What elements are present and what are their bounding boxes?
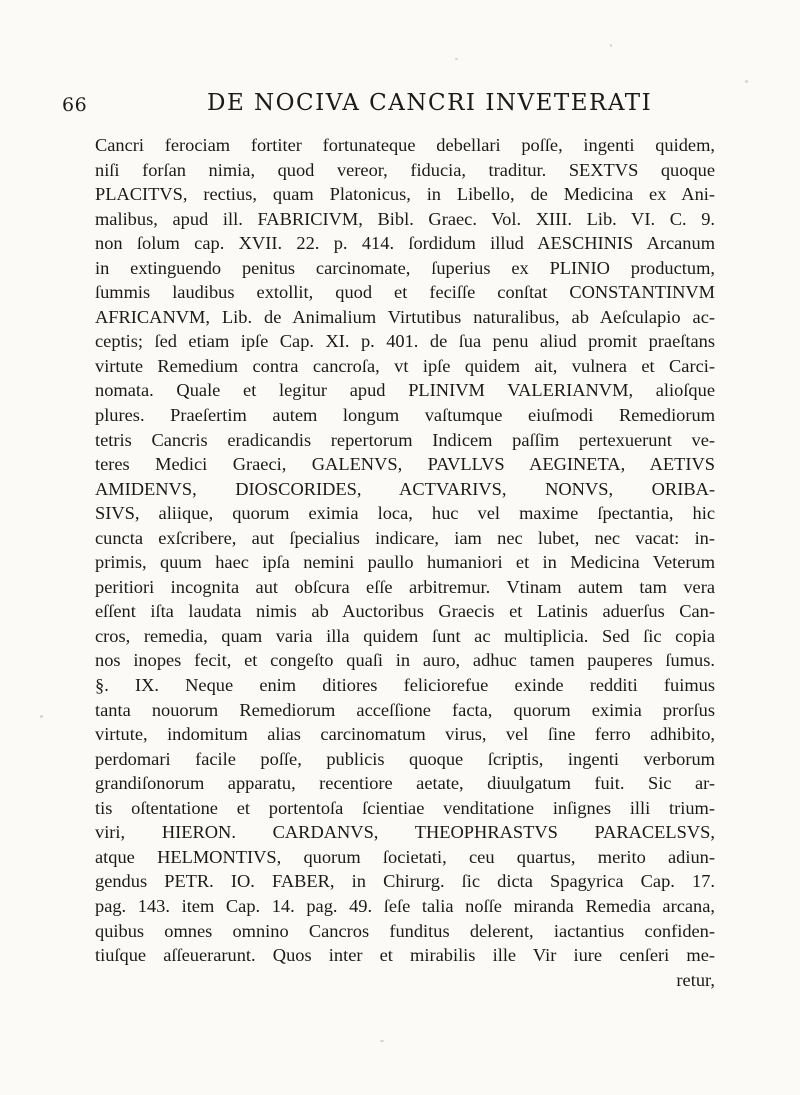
paper-speck <box>745 80 748 83</box>
text-line: nos inopes fecit, et congeſto quaſi in auro, adhuc tamen pauperes ſumus. <box>95 650 715 671</box>
text-line: tis oſtentatione et portentoſa ſcientiae venditatione inſignes illi trium- <box>95 797 715 818</box>
text-line: §. IX. Neque enim ditiores feliciorefue exinde redditi fuimus <box>95 675 715 696</box>
text-line: in extinguendo penitus carcinomate, ſuperius ex PLINIO productum, <box>95 257 715 278</box>
text-line: viri, HIERON. CARDANVS, THEOPHRASTVS PARACELSVS, <box>95 822 715 843</box>
text-line: atque HELMONTIVS, quorum ſocietati, ceu quartus, merito adiun- <box>95 846 715 867</box>
body-text <box>95 133 715 992</box>
text-line: virtute Remedium contra cancroſa, vt ipſe quidem ait, vulnera et Carci- <box>95 355 715 376</box>
text-line: perdomari facile poſſe, publicis quoque ſcriptis, ingenti verborum <box>95 748 715 769</box>
running-title: DE NOCIVA CANCRI INVETERATI <box>207 90 653 116</box>
text-line: tiuſque aſſeuerarunt. Quos inter et mirabilis ille Vir iure cenſeri me- <box>95 945 715 966</box>
text-line: grandiſonorum apparatu, recentiore aetate, diuulgatum fuit. Sic ar- <box>95 773 715 794</box>
text-line: AMIDENVS, DIOSCORIDES, ACTVARIVS, NONVS, ORIBA- <box>95 478 715 499</box>
text-line: cros, remedia, quam varia illa quidem ſunt ac multiplicia. Sed ſic copia <box>95 625 715 646</box>
text-line: eſſent iſta laudata nimis ab Auctoribus Graecis et Latinis aduerſus Can- <box>95 601 715 622</box>
text-line: AFRICANVM, Lib. de Animalium Virtutibus naturalibus, ab Aeſculapio ac- <box>95 306 715 327</box>
text-line: nomata. Quale et legitur apud PLINIVM VALERIANVM, alioſque <box>95 380 715 401</box>
text-line: peritiori incognita aut obſcura eſſe arbitremur. Vtinam autem tam vera <box>95 576 715 597</box>
paper-speck <box>40 715 43 718</box>
paper-speck <box>380 1040 384 1042</box>
text-line: tetris Cancris eradicandis repertorum Indicem paſſim pertexuerunt ve- <box>95 429 715 450</box>
text-line: cuncta exſcribere, aut ſpecialius indicare, iam nec lubet, nec vacat: in- <box>95 527 715 548</box>
running-head <box>62 86 722 126</box>
text-line: non ſolum cap. XVII. 22. p. 414. ſordidum illud AESCHINIS Arcanum <box>95 233 715 254</box>
text-line: malibus, apud ill. FABRICIVM, Bibl. Graec. Vol. XIII. Lib. VI. C. 9. <box>95 208 715 229</box>
text-line: pag. 143. item Cap. 14. pag. 49. ſeſe talia noſſe miranda Remedia arcana, <box>95 895 715 916</box>
text-line: quibus omnes omnino Cancros funditus delerent, iactantius confiden- <box>95 920 715 941</box>
text-line: PLACITVS, rectius, quam Platonicus, in Libello, de Medicina ex Ani- <box>95 184 715 205</box>
text-line: teres Medici Graeci, GALENVS, PAVLLVS AEGINETA, AETIVS <box>95 454 715 475</box>
text-line: gendus PETR. IO. FABER, in Chirurg. ſic dicta Spagyrica Cap. 17. <box>95 871 715 892</box>
paper-speck <box>610 44 612 47</box>
text-line: Cancri ferociam fortiter fortunateque debellari poſſe, ingenti quidem, <box>95 135 715 155</box>
text-line: tanta nouorum Remediorum acceſſione facta, quorum eximia prorſus <box>95 699 715 720</box>
text-line: virtute, indomitum alias carcinomatum virus, vel ſine ferro adhibito, <box>95 724 715 745</box>
paper-speck <box>455 58 458 60</box>
text-line: ſummis laudibus extollit, quod et feciſſe conſtat CONSTANTINVM <box>95 282 715 303</box>
text-line: niſi forſan nimia, quod vereor, fiducia, traditur. SEXTVS quoque <box>95 159 715 180</box>
text-line: primis, quum haec ipſa nemini paullo humaniori et in Medicina Veterum <box>95 552 715 573</box>
catchword-line: retur, <box>676 969 715 990</box>
text-line: plures. Praeſertim autem longum vaſtumque eiuſmodi Remediorum <box>95 405 715 426</box>
text-line: ceptis; ſed etiam ipſe Cap. XI. p. 401. de ſua penu aliud promit praeſtans <box>95 331 715 352</box>
page-number: 66 <box>62 94 88 116</box>
text-line: SIVS, aliique, quorum eximia loca, huc vel maxime ſpectantia, hic <box>95 503 715 524</box>
